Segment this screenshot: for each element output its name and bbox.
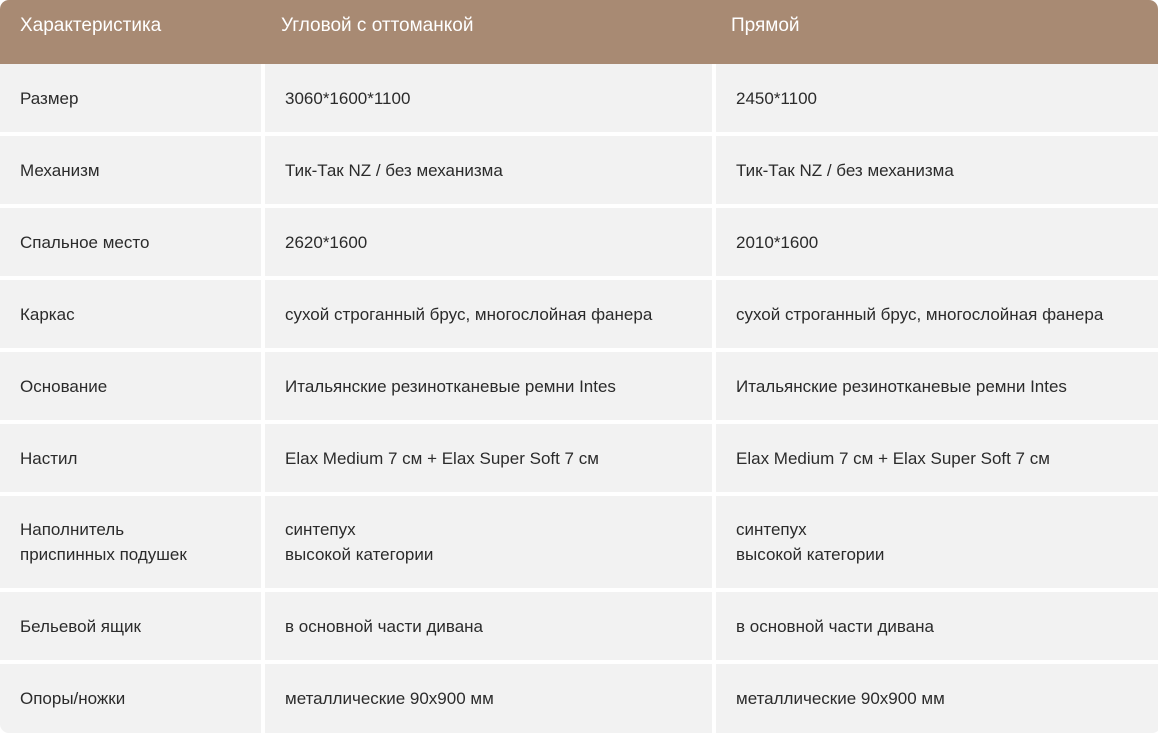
table-row	[0, 136, 1158, 204]
cell-straight: 2010*1600	[716, 208, 1158, 276]
cell-straight	[716, 496, 1158, 588]
cell-straight: Итальянские резинотканевые ремни Intes	[716, 352, 1158, 420]
row-label: Размер	[0, 64, 261, 132]
row-label-line: Наполнитель	[20, 520, 125, 539]
cell-line: высокой категории	[736, 545, 885, 564]
cell-straight: металлические 90х900 мм	[716, 664, 1158, 733]
table-row	[0, 664, 1158, 733]
cell-line: высокой категории	[285, 545, 434, 564]
cell-line: синтепух	[736, 520, 807, 539]
header-characteristic: Характеристика	[20, 15, 162, 36]
row-label-lines	[20, 517, 187, 567]
row-label: Опоры/ножки	[0, 664, 261, 733]
table-row	[0, 280, 1158, 348]
table-row	[0, 352, 1158, 420]
cell-straight: сухой строганный брус, многослойная фанера	[716, 280, 1158, 348]
cell-corner: 3060*1600*1100	[265, 64, 712, 132]
table-row	[0, 208, 1158, 276]
cell-corner: Итальянские резинотканевые ремни Intes	[265, 352, 712, 420]
cell-corner: Elax Medium 7 см + Elax Super Soft 7 см	[265, 424, 712, 492]
cell-corner-lines	[285, 517, 433, 567]
cell-corner	[265, 496, 712, 588]
row-label: Бельевой ящик	[0, 592, 261, 660]
cell-straight: Тик-Так NZ / без механизма	[716, 136, 1158, 204]
row-label: Основание	[0, 352, 261, 420]
row-label: Каркас	[0, 280, 261, 348]
header-corner-ottoman: Угловой с оттоманкой	[281, 15, 474, 36]
cell-corner: 2620*1600	[265, 208, 712, 276]
table-row	[0, 592, 1158, 660]
table-header	[0, 0, 1158, 64]
cell-corner: Тик-Так NZ / без механизма	[265, 136, 712, 204]
row-label	[0, 496, 261, 588]
cell-corner: металлические 90х900 мм	[265, 664, 712, 733]
row-label-line: приспинных подушек	[20, 545, 187, 564]
cell-straight: Elax Medium 7 см + Elax Super Soft 7 см	[716, 424, 1158, 492]
cell-line: синтепух	[285, 520, 356, 539]
header-straight: Прямой	[731, 15, 800, 36]
cell-corner: сухой строганный брус, многослойная фанера	[265, 280, 712, 348]
cell-straight-lines	[736, 517, 884, 567]
row-label: Спальное место	[0, 208, 261, 276]
table-body	[0, 64, 1158, 733]
row-label: Настил	[0, 424, 261, 492]
table-row	[0, 424, 1158, 492]
cell-corner: в основной части дивана	[265, 592, 712, 660]
table-row	[0, 64, 1158, 132]
table-row	[0, 496, 1158, 588]
cell-straight: в основной части дивана	[716, 592, 1158, 660]
row-label: Механизм	[0, 136, 261, 204]
cell-straight: 2450*1100	[716, 64, 1158, 132]
